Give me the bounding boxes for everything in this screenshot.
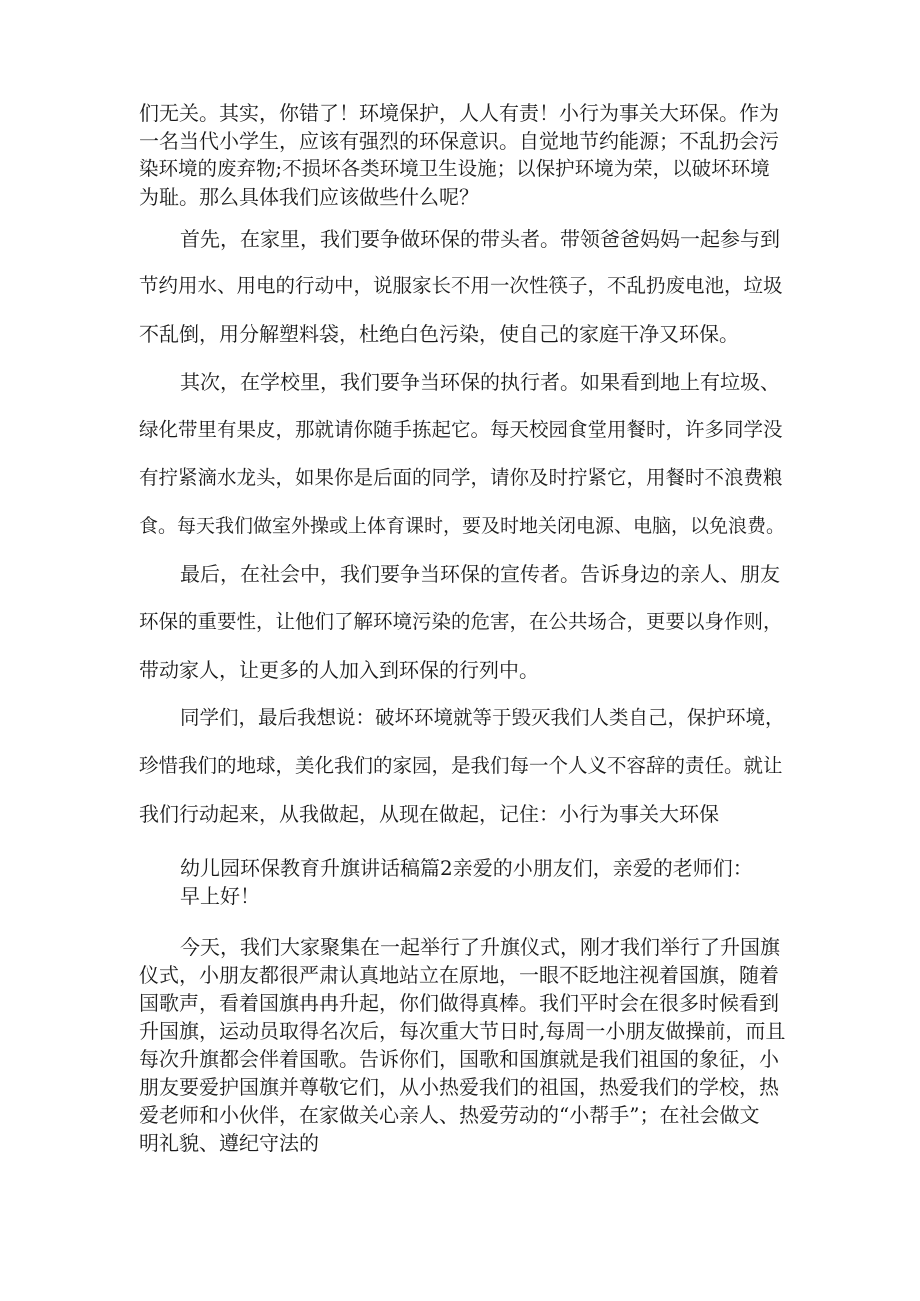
text-line: 不乱倒，用分解塑料袋，杜绝白色污染，使自己的家庭干净又环保。 (139, 322, 739, 346)
text-line: 我们行动起来，从我做起，从现在做起，记住：小行为事关大环保 (139, 802, 719, 826)
text-line: 朋友要爱护国旗并尊敬它们，从小热爱我们的祖国，热爱我们的学校，热 (139, 1075, 779, 1099)
text-line: 一名当代小学生，应该有强烈的环保意识。自觉地节约能源；不乱扔会污 (139, 129, 779, 153)
text-line: 今天，我们大家聚集在一起举行了升旗仪式，刚才我们举行了升国旗 (180, 935, 780, 959)
text-line: 带动家人，让更多的人加入到环保的行列中。 (139, 658, 539, 682)
text-line: 明礼貌、遵纪守法的 (139, 1131, 319, 1155)
text-line: 其次，在学校里，我们要争当环保的执行者。如果看到地上有垃圾、 (180, 370, 780, 394)
text-line: 节约用水、用电的行动中，说服家长不用一次性筷子，不乱扔废电池，垃圾 (139, 274, 783, 297)
text-line: 们无关。其实，你错了！环境保护，人人有责！小行为事关大环保。作为 (139, 101, 779, 125)
greeting: 早上好！ (180, 884, 260, 908)
text-line: 绿化带里有果皮，那就请你随手拣起它。每天校园食堂用餐时，许多同学没 (139, 418, 783, 441)
text-line: 国歌声，看着国旗冉冉升起，你们做得真棒。我们平时会在很多时候看到 (139, 991, 779, 1015)
text-line: 染环境的废弃物;不损坏各类环境卫生设施；以保护环境为荣，以破坏环境 (139, 157, 770, 180)
text-line: 仪式，小朋友都很严肃认真地站立在原地，一眼不眨地注视着国旗，随着 (139, 963, 779, 987)
text-line: 环保的重要性，让他们了解环境污染的危害，在公共场合，更要以身作则， (139, 610, 783, 633)
text-line: 食。每天我们做室外操或上体育课时，要及时地关闭电源、电脑，以免浪费。 (139, 515, 786, 537)
section-heading: 幼儿园环保教育升旗讲话稿篇2亲爱的小朋友们，亲爱的老师们： (180, 856, 753, 880)
text-line: 有拧紧滴水龙头，如果你是后面的同学，请你及时拧紧它，用餐时不浪费粮 (139, 466, 783, 489)
text-line: 为耻。那么具体我们应该做些什么呢？ (139, 185, 479, 209)
text-line: 最后，在社会中，我们要争当环保的宣传者。告诉身边的亲人、朋友 (180, 562, 780, 586)
text-line: 升国旗，运动员取得名次后，每次重大节日时,每周一小朋友做操前，而且 (139, 1019, 786, 1043)
text-line: 首先，在家里，我们要争做环保的带头者。带领爸爸妈妈一起参与到 (180, 227, 780, 251)
text-line: 每次升旗都会伴着国歌。告诉你们，国歌和国旗就是我们祖国的象征，小 (139, 1047, 779, 1071)
text-line: 同学们，最后我想说：破坏环境就等于毁灭我们人类自己，保护环境， (180, 706, 785, 729)
text-line: 爱老师和小伙伴，在家做关心亲人、热爱劳动的“小帮手”；在社会做文 (139, 1103, 760, 1127)
text-line: 珍惜我们的地球，美化我们的家园，是我们每一个人义不容辞的责任。就让 (139, 754, 783, 777)
